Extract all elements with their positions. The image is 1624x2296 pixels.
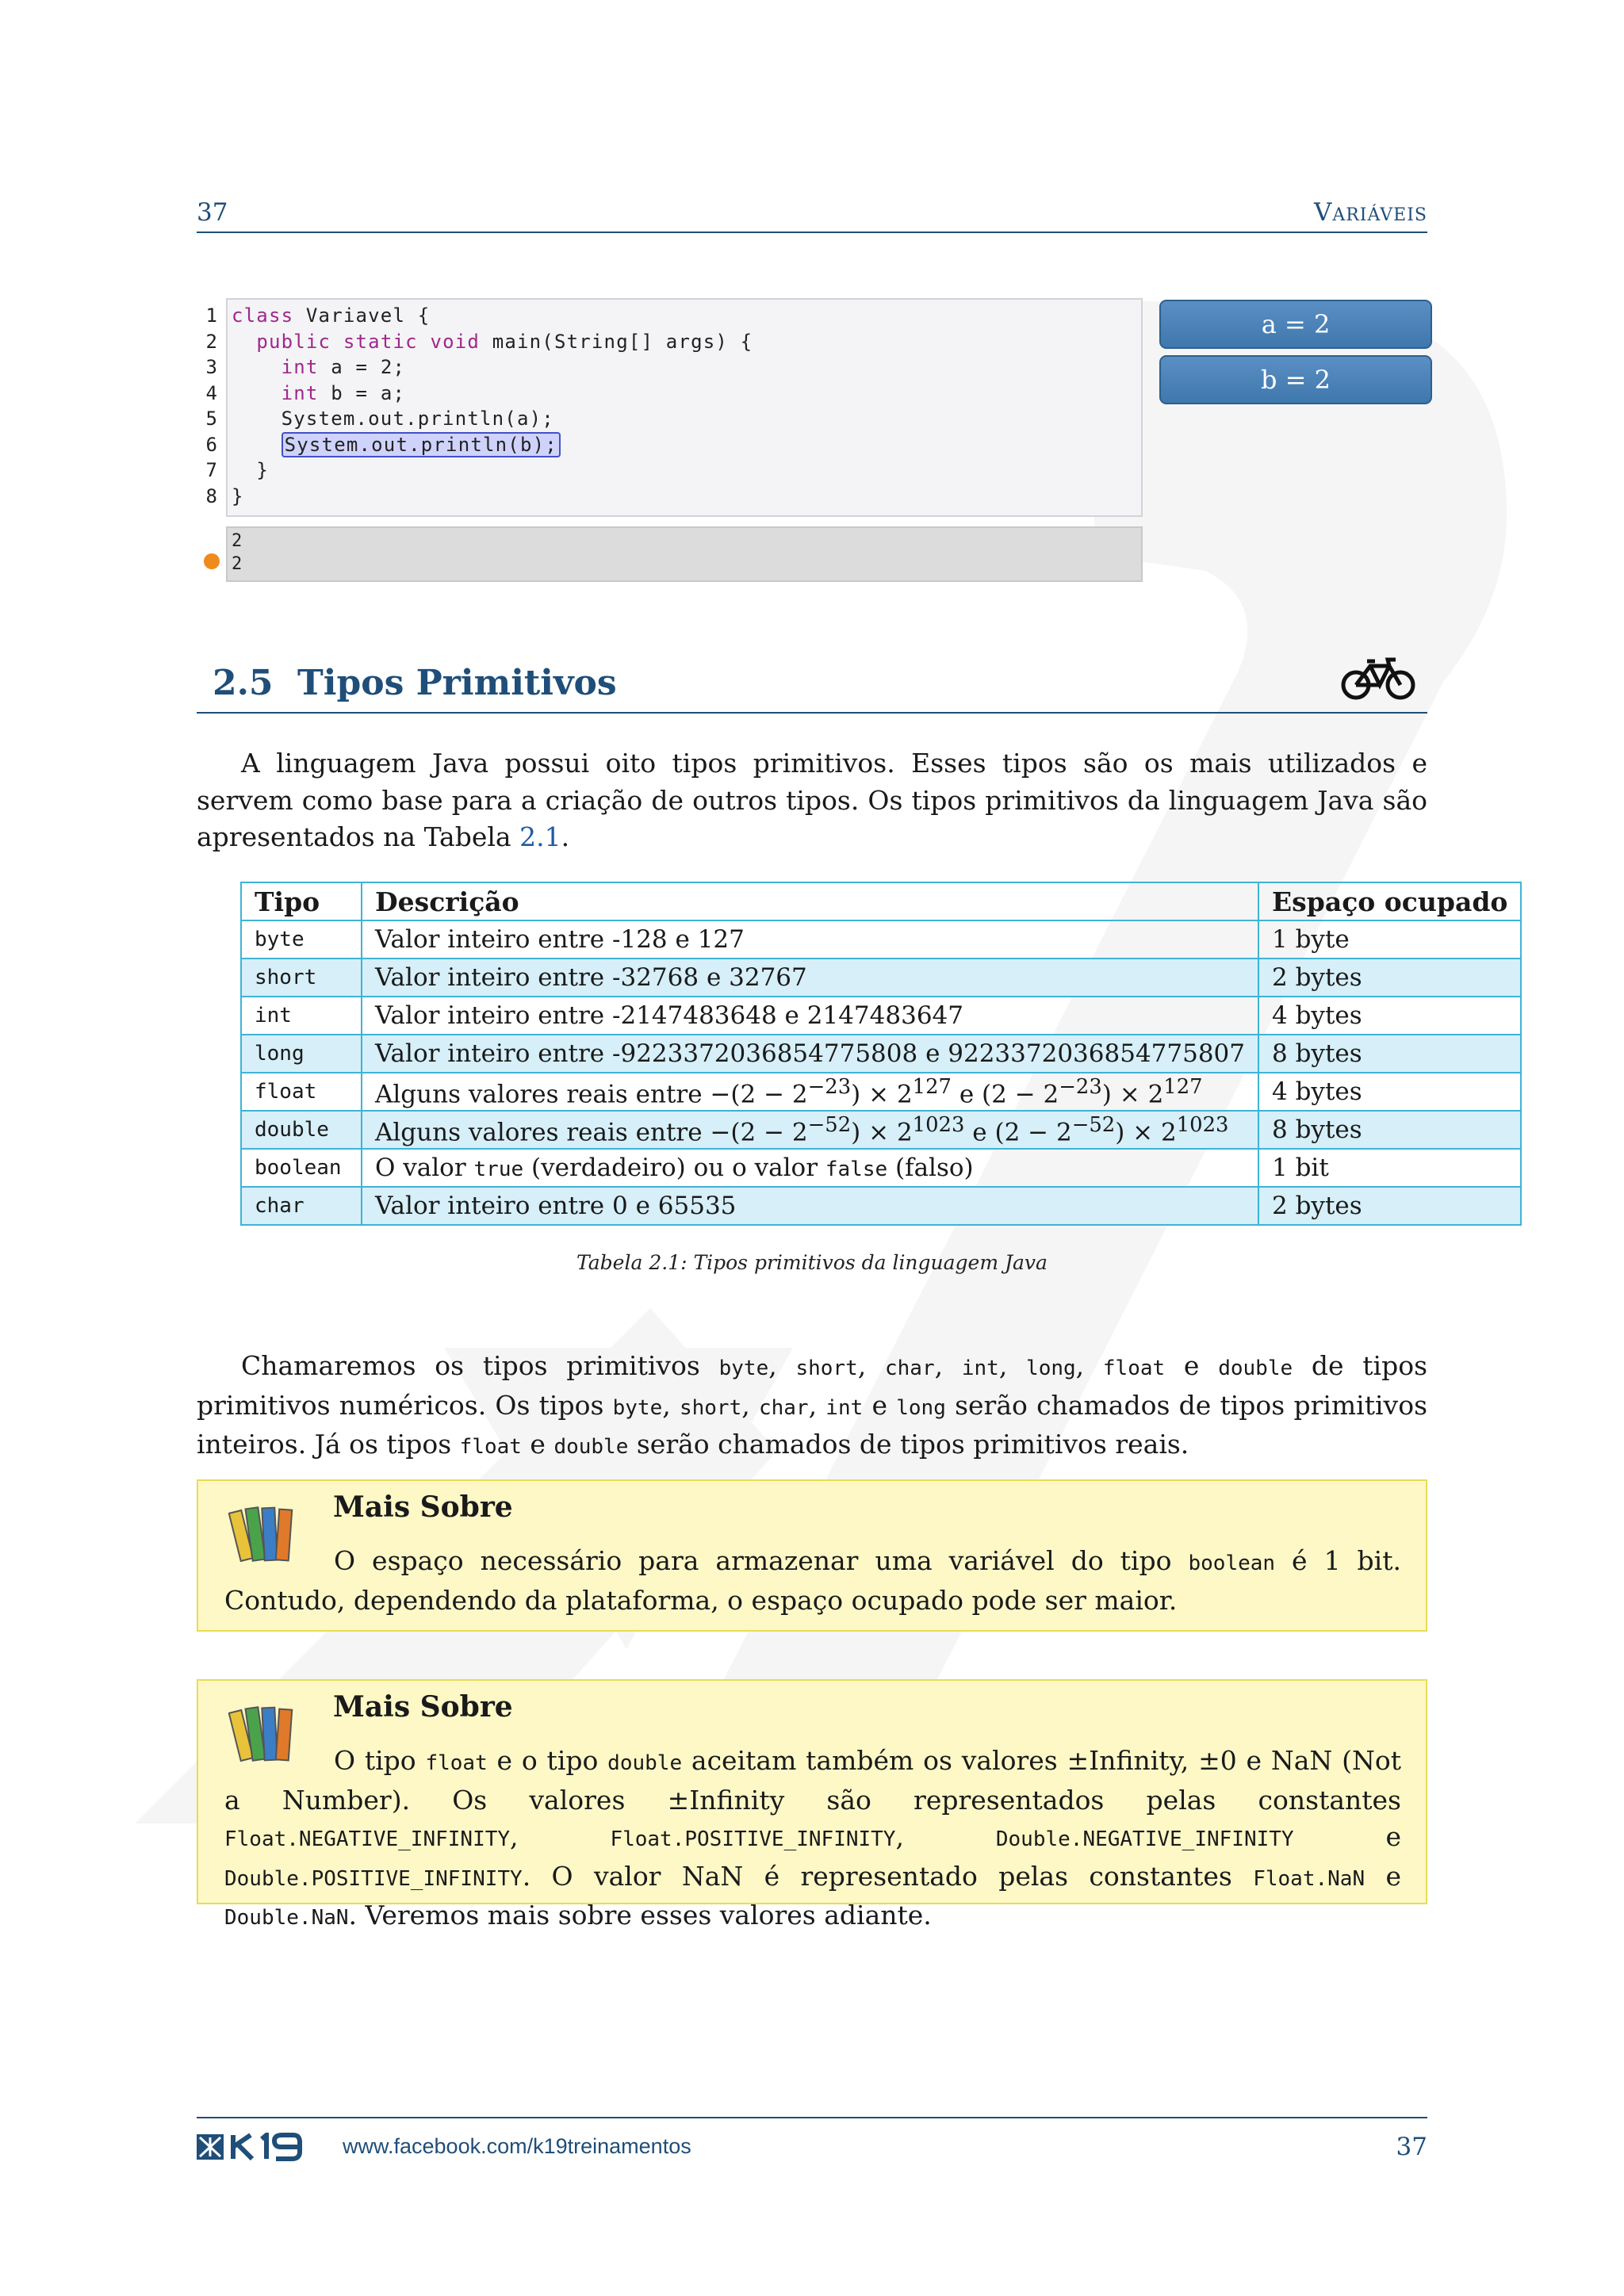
table-header-row: Tipo Descrição Espaço ocupado	[241, 882, 1521, 920]
table-row: byte Valor inteiro entre -128 e 127 1 byte	[241, 920, 1521, 959]
highlighted-code-line: System.out.println(b);	[282, 432, 561, 457]
header-page-number: 37	[197, 198, 228, 227]
footer-page-number: 37	[1396, 2133, 1427, 2161]
k19-logo	[197, 2133, 324, 2161]
section-number: 2.5	[213, 663, 274, 703]
info-box-title: Mais Sobre	[333, 1490, 513, 1524]
output-box	[226, 526, 1143, 582]
footer-rule	[197, 2117, 1427, 2118]
section-title: Tipos Primitivos	[297, 663, 617, 703]
variable-a-box: a = 2	[1159, 300, 1432, 349]
header-chapter-title: Variáveis	[1313, 198, 1427, 227]
output-marker-icon	[204, 553, 220, 569]
table-row: boolean O valor true (verdadeiro) ou o valor false (falso) 1 bit	[241, 1149, 1521, 1187]
code-line-numbers: 1 2 3 4 5 6 7 8	[205, 304, 217, 507]
table-row: long Valor inteiro entre -9223372036854775808 e 9223372036854775807 8 bytes	[241, 1035, 1521, 1073]
table-row: short Valor inteiro entre -32768 e 32767 2 bytes	[241, 959, 1521, 997]
table-row: double Alguns valores reais entre $-(2 - 2^{-52}) \times 2^{1023}$ e $(2 - 2^{-52}) \times 2^{1023}$ 8 bytes	[241, 1111, 1521, 1149]
primitive-types-table	[240, 882, 1522, 1226]
table-caption: Tabela 2.1: Tipos primitivos da linguagem Java	[576, 1251, 1048, 1274]
info-box-text: O tipo float e o tipo double aceitam também os valores ±Infinity, ±0 e NaN (Not a Number). Os valores ±Infinity são representados pelas constantes Float.NEGATIVE_INFINITY, Float.POSITIVE_INFINITY, Double.NEGATIVE_INFINITY e Double.POSITIVE_INFINITY. O valor NaN é representado pelas constantes Float.NaN e Double.NaN. Veremos mais sobre esses valores adiante.	[224, 1745, 1401, 1931]
intro-paragraph: A linguagem Java possui oito tipos primitivos. Esses tipos são os mais utilizados e servem como base para a criação de outros tipos. Os tipos primitivos da linguagem Java são apresentados na Tabela 2.1.	[197, 748, 1427, 852]
table-row: float Alguns valores reais entre $-(2 - 2^{-23}) \times 2^{127}$ e $(2 - 2^{-23}) \times 2^{127}$ 4 bytes	[241, 1073, 1521, 1111]
numeric-types-paragraph: Chamaremos os tipos primitivos byte, short, char, int, long, float e double de tipos primitivos numéricos. Os tipos byte, short, char, int e long serão chamados de tipos primitivos inteiros. Já os tipos float e double serão chamados de tipos primitivos reais.	[197, 1350, 1427, 1460]
variable-b-box: b = 2	[1159, 355, 1432, 404]
program-output: 2 2	[232, 531, 243, 574]
code-listing: class Variavel { public static void main(String[] args) { int a = 2; int b = a; System.out.println(a); System.out.println(b); } }	[232, 304, 753, 507]
table-row: char Valor inteiro entre 0 e 65535 2 bytes	[241, 1187, 1521, 1225]
table-reference-link[interactable]: 2.1	[519, 821, 561, 852]
section-rule	[197, 712, 1427, 714]
header-rule	[197, 232, 1427, 233]
footer-url[interactable]: www.facebook.com/k19treinamentos	[343, 2134, 691, 2158]
info-box-title: Mais Sobre	[333, 1690, 513, 1724]
bicycle-icon	[1340, 655, 1416, 702]
info-box-text: O espaço necessário para armazenar uma variável do tipo boolean é 1 bit. Contudo, dependendo da plataforma, o espaço ocupado pode ser maior.	[224, 1545, 1401, 1616]
table-row: int Valor inteiro entre -2147483648 e 2147483647 4 bytes	[241, 997, 1521, 1035]
